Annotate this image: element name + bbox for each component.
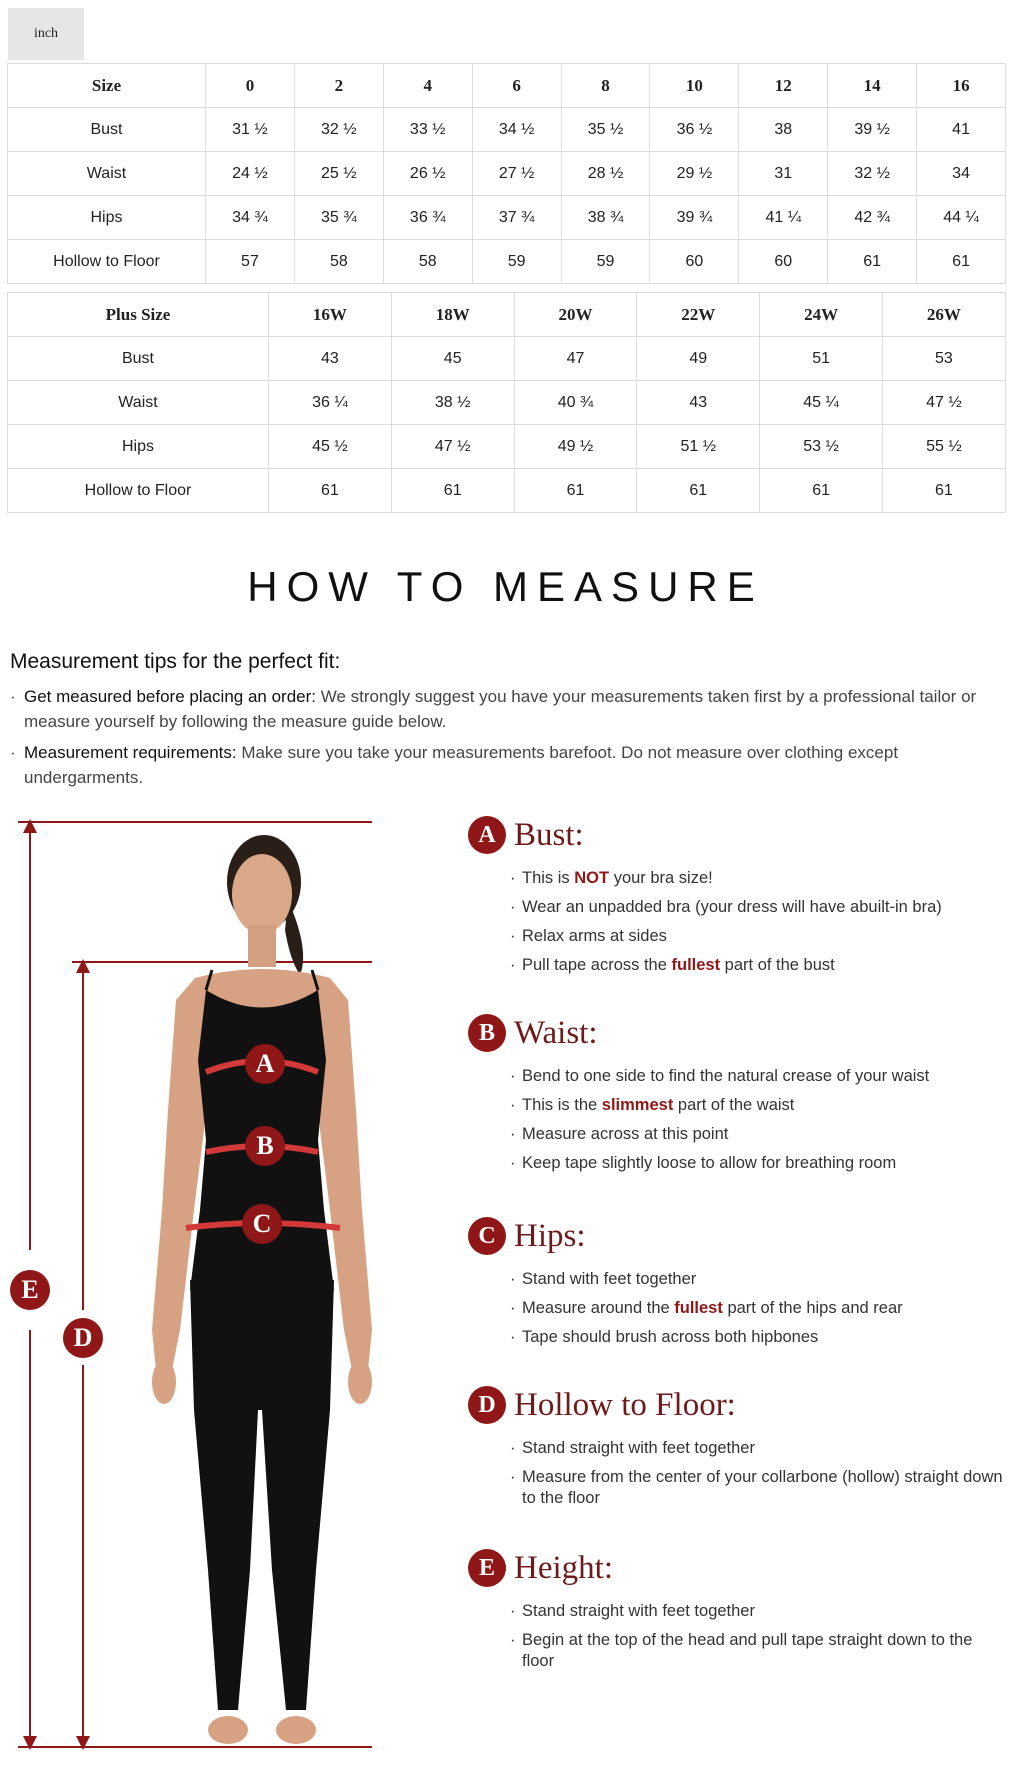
item-text: your bra size! — [609, 869, 713, 887]
item-text: Relax arms at sides — [522, 927, 667, 945]
value-cell: 33 ½ — [383, 108, 472, 152]
value-cell: 0 — [206, 64, 295, 108]
value-cell: 10 — [650, 64, 739, 108]
value-cell: 61 — [391, 469, 514, 513]
height-marker: E — [10, 1270, 50, 1310]
tip-item: · Measurement requirements: Make sure you take your measurements barefoot. Do not measure over clothing except undergarments. — [10, 743, 899, 787]
value-cell: 32 ½ — [828, 152, 917, 196]
value-cell: 49 — [637, 337, 760, 381]
section-list-item — [510, 1467, 1008, 1509]
tip-lead: Measurement requirements: — [24, 743, 237, 762]
tip-item: · Get measured before placing an order: We strongly suggest you have your measurements taken first by a professional tailor or measure yourself by following the measure guide below. — [10, 687, 977, 731]
row-label-cell: Waist — [8, 152, 206, 196]
item-text: This is the — [522, 1096, 602, 1114]
value-cell: 34 ½ — [472, 108, 561, 152]
section-list-item — [510, 1434, 1008, 1463]
value-cell: 61 — [637, 469, 760, 513]
value-cell: 38 ¾ — [561, 196, 650, 240]
value-cell: 36 ½ — [650, 108, 739, 152]
model-silhouette — [152, 835, 372, 1744]
item-text: This is — [522, 869, 575, 887]
waist-marker: B — [245, 1126, 285, 1166]
item-text: Measure across at this point — [522, 1125, 729, 1143]
value-cell: 60 — [650, 240, 739, 284]
value-cell: 41 ¼ — [739, 196, 828, 240]
row-label-cell: Hollow to Floor — [8, 469, 269, 513]
item-text: Begin at the top of the head and pull tape straight down to the floor — [522, 1631, 973, 1670]
value-cell: 57 — [206, 240, 295, 284]
section-title: Hollow to Floor: — [514, 1386, 736, 1423]
section-height — [468, 1545, 1008, 1676]
value-cell: 20W — [514, 293, 637, 337]
value-cell: 25 ½ — [294, 152, 383, 196]
table-row — [8, 108, 1006, 152]
tip-text: We strongly suggest you have your measurements taken first by a professional tailor or measure yourself by following the measure guide below. — [24, 687, 977, 731]
section-bust — [468, 812, 1008, 980]
value-cell: 39 ¾ — [650, 196, 739, 240]
item-text: Wear an unpadded bra (your dress will have abuilt-in bra) — [522, 898, 942, 916]
value-cell: 24W — [760, 293, 883, 337]
letter-badge: A — [468, 816, 506, 854]
section-list-item — [510, 1265, 1008, 1294]
emphasis-text: slimmest — [601, 1096, 674, 1114]
letter-badge: B — [468, 1014, 506, 1052]
value-cell: 45 — [391, 337, 514, 381]
item-text: Stand with feet together — [522, 1270, 697, 1288]
table-row — [8, 196, 1006, 240]
row-label-cell: Plus Size — [8, 293, 269, 337]
row-label-cell: Bust — [8, 108, 206, 152]
table-row — [8, 381, 1006, 425]
bust-marker: A — [245, 1044, 285, 1084]
value-cell: 53 — [882, 337, 1005, 381]
value-cell: 47 — [514, 337, 637, 381]
value-cell: 38 — [739, 108, 828, 152]
value-cell: 12 — [739, 64, 828, 108]
item-text: Stand straight with feet together — [522, 1602, 755, 1620]
tip-lead: Get measured before placing an order: — [24, 687, 317, 706]
value-cell: 47 ½ — [882, 381, 1005, 425]
table-row — [8, 240, 1006, 284]
section-list — [468, 864, 1008, 980]
section-list-item — [510, 1091, 1008, 1120]
item-text: Pull tape across the — [522, 956, 672, 974]
letter-badge: D — [468, 1386, 506, 1424]
tip-text: Make sure you take your measurements barefoot. Do not measure over clothing except undergarments. — [24, 743, 899, 787]
table-row — [8, 152, 1006, 196]
table-header-row — [8, 293, 1006, 337]
row-label-cell: Hips — [8, 196, 206, 240]
value-cell: 27 ½ — [472, 152, 561, 196]
value-cell: 61 — [917, 240, 1006, 284]
section-list-item — [510, 864, 1008, 893]
value-cell: 43 — [637, 381, 760, 425]
section-title: Height: — [514, 1549, 613, 1586]
value-cell: 61 — [882, 469, 1005, 513]
value-cell: 36 ¾ — [383, 196, 472, 240]
row-label-cell: Hollow to Floor — [8, 240, 206, 284]
value-cell: 4 — [383, 64, 472, 108]
section-waist — [468, 1010, 1008, 1178]
section-list-item — [510, 1323, 1008, 1352]
tips-heading: Measurement tips for the perfect fit: — [10, 650, 341, 673]
table-header-row — [8, 64, 1006, 108]
value-cell: 61 — [828, 240, 917, 284]
section-list-item — [510, 922, 1008, 951]
plus-size-chart-table — [7, 292, 1006, 513]
value-cell: 29 ½ — [650, 152, 739, 196]
value-cell: 45 ¼ — [760, 381, 883, 425]
section-list-item — [510, 893, 1008, 922]
letter-badge: E — [468, 1549, 506, 1587]
hollow-to-floor-marker: D — [63, 1318, 103, 1358]
value-cell: 26W — [882, 293, 1005, 337]
value-cell: 61 — [514, 469, 637, 513]
table-row — [8, 425, 1006, 469]
row-label-cell: Size — [8, 64, 206, 108]
table-row — [8, 337, 1006, 381]
value-cell: 8 — [561, 64, 650, 108]
value-cell: 58 — [294, 240, 383, 284]
section-list — [468, 1597, 1008, 1672]
section-hips — [468, 1213, 1008, 1352]
value-cell: 35 ¾ — [294, 196, 383, 240]
value-cell: 16W — [269, 293, 392, 337]
value-cell: 31 — [739, 152, 828, 196]
value-cell: 53 ½ — [760, 425, 883, 469]
value-cell: 14 — [828, 64, 917, 108]
row-label-cell: Bust — [8, 337, 269, 381]
item-text: Tape should brush across both hipbones — [522, 1328, 819, 1346]
section-list-item — [510, 1120, 1008, 1149]
item-text: Measure around the — [522, 1299, 675, 1317]
value-cell: 2 — [294, 64, 383, 108]
item-text: Stand straight with feet together — [522, 1439, 755, 1457]
item-text: part of the bust — [720, 956, 835, 974]
value-cell: 49 ½ — [514, 425, 637, 469]
section-list-item — [510, 1597, 1008, 1626]
value-cell: 16 — [917, 64, 1006, 108]
value-cell: 51 ½ — [637, 425, 760, 469]
section-list-item — [510, 1630, 1008, 1672]
value-cell: 39 ½ — [828, 108, 917, 152]
row-label-cell: Waist — [8, 381, 269, 425]
value-cell: 40 ¾ — [514, 381, 637, 425]
value-cell: 38 ½ — [391, 381, 514, 425]
value-cell: 36 ¼ — [269, 381, 392, 425]
value-cell: 47 ½ — [391, 425, 514, 469]
size-chart-table — [7, 63, 1006, 284]
value-cell: 22W — [637, 293, 760, 337]
value-cell: 32 ½ — [294, 108, 383, 152]
emphasis-text: NOT — [574, 869, 610, 887]
emphasis-text: fullest — [674, 1299, 723, 1317]
value-cell: 37 ¾ — [472, 196, 561, 240]
section-title: Hips: — [514, 1217, 586, 1254]
section-list — [468, 1434, 1008, 1509]
value-cell: 44 ¼ — [917, 196, 1006, 240]
value-cell: 61 — [269, 469, 392, 513]
section-list-item — [510, 1294, 1008, 1323]
measurement-figure — [0, 810, 460, 1760]
letter-badge: C — [468, 1217, 506, 1255]
hips-marker: C — [242, 1204, 282, 1244]
unit-tab-inch[interactable]: inch — [8, 8, 84, 60]
value-cell: 26 ½ — [383, 152, 472, 196]
value-cell: 51 — [760, 337, 883, 381]
value-cell: 34 ¾ — [206, 196, 295, 240]
figure-illustration — [0, 810, 460, 1760]
value-cell: 42 ¾ — [828, 196, 917, 240]
item-text: part of the hips and rear — [722, 1299, 903, 1317]
value-cell: 34 — [917, 152, 1006, 196]
item-text: Bend to one side to find the natural crease of your waist — [522, 1067, 930, 1085]
section-list-item — [510, 1149, 1008, 1178]
row-label-cell: Hips — [8, 425, 269, 469]
section-hollow-to-floor — [468, 1382, 1008, 1513]
value-cell: 41 — [917, 108, 1006, 152]
value-cell: 24 ½ — [206, 152, 295, 196]
how-to-measure-title: HOW TO MEASURE — [247, 563, 764, 610]
value-cell: 55 ½ — [882, 425, 1005, 469]
value-cell: 60 — [739, 240, 828, 284]
value-cell: 59 — [472, 240, 561, 284]
emphasis-text: fullest — [671, 956, 721, 974]
value-cell: 6 — [472, 64, 561, 108]
value-cell: 45 ½ — [269, 425, 392, 469]
section-list — [468, 1062, 1008, 1178]
value-cell: 61 — [760, 469, 883, 513]
section-title: Bust: — [514, 816, 584, 853]
value-cell: 28 ½ — [561, 152, 650, 196]
value-cell: 58 — [383, 240, 472, 284]
item-text: Keep tape slightly loose to allow for breathing room — [522, 1154, 897, 1172]
item-text: part of the waist — [673, 1096, 795, 1114]
value-cell: 31 ½ — [206, 108, 295, 152]
section-list-item — [510, 1062, 1008, 1091]
section-list — [468, 1265, 1008, 1352]
value-cell: 43 — [269, 337, 392, 381]
value-cell: 59 — [561, 240, 650, 284]
table-row — [8, 469, 1006, 513]
value-cell: 35 ½ — [561, 108, 650, 152]
value-cell: 18W — [391, 293, 514, 337]
item-text: Measure from the center of your collarbone (hollow) straight down to the floor — [522, 1468, 1003, 1507]
section-title: Waist: — [514, 1014, 598, 1051]
section-list-item — [510, 951, 1008, 980]
